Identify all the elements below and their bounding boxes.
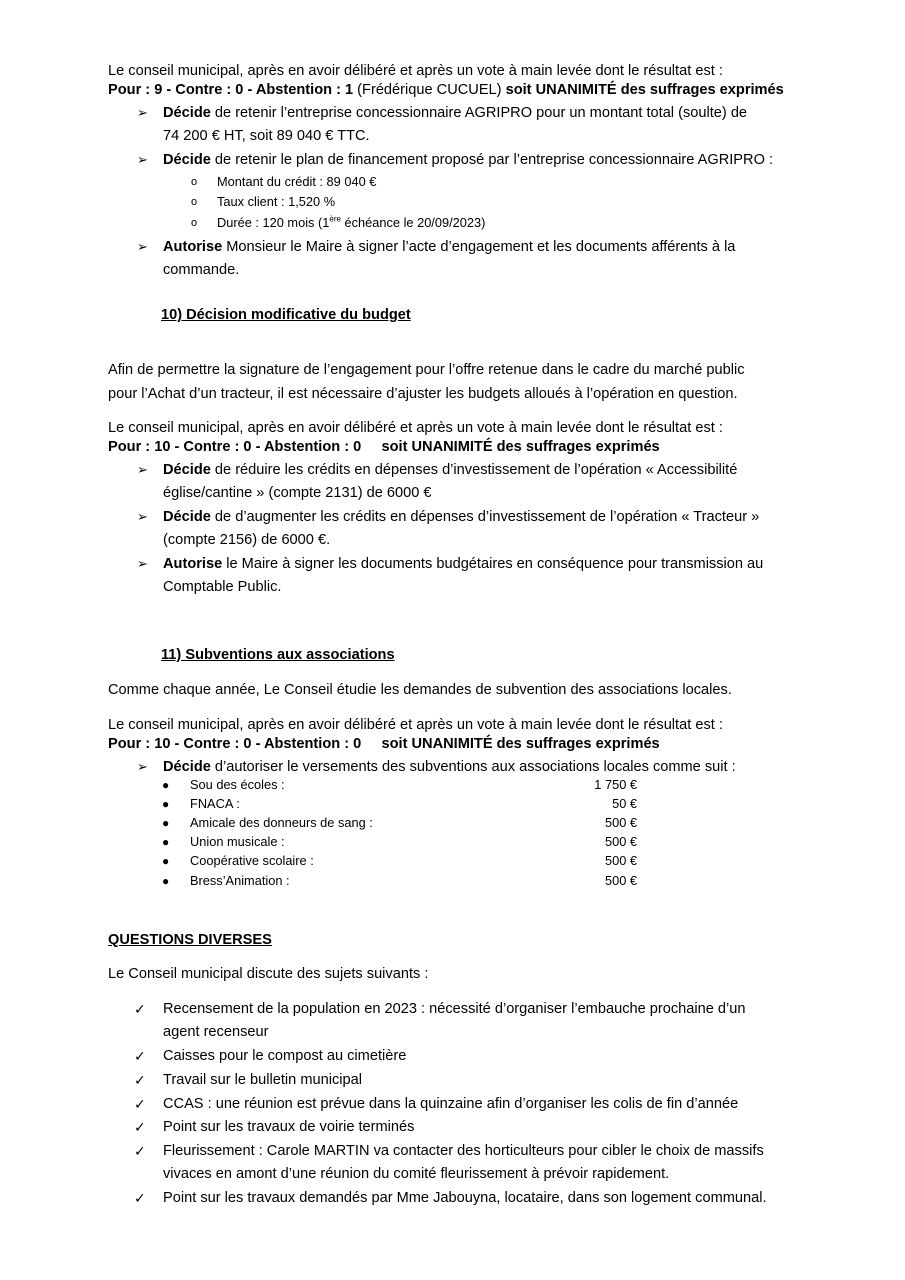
decision-item-cont: église/cantine » (compte 2131) de 6000 € xyxy=(163,485,432,501)
circle-bullet-icon: o xyxy=(191,217,198,229)
decision-item: Décide de retenir l’entreprise concessionnaire AGRIPRO pour un montant total (soulte) de xyxy=(163,105,748,121)
arrow-bullet-icon: ➢ xyxy=(137,105,148,120)
grant-name: Sou des écoles : xyxy=(190,777,285,792)
bullet-dot-icon: ● xyxy=(162,835,170,849)
discussion-item: Recensement de la population en 2023 : nécessité d’organiser l’embauche prochaine d’un xyxy=(163,1001,746,1017)
grant-amount: 1 750 € xyxy=(594,777,637,792)
financing-item: Durée : 120 mois (1ère échéance le 20/09/2023) xyxy=(217,214,486,230)
grant-amount: 500 € xyxy=(604,834,637,849)
discussion-item-cont: vivaces en amont d’une réunion du comité fleurissement à prévoir rapidement. xyxy=(163,1166,670,1182)
discussion-item-cont: agent recenseur xyxy=(163,1024,269,1040)
grant-name: Union musicale : xyxy=(190,834,285,849)
discussion-item: Caisses pour le compost au cimetière xyxy=(163,1048,407,1064)
grant-amount: 500 € xyxy=(604,853,637,868)
authorization-item-cont: Comptable Public. xyxy=(163,579,282,595)
financing-item: Taux client : 1,520 % xyxy=(217,194,336,209)
arrow-bullet-icon: ➢ xyxy=(137,556,148,571)
bullet-dot-icon: ● xyxy=(162,854,170,868)
authorization-item: Autorise le Maire à signer les documents budgétaires en conséquence pour transmission au xyxy=(163,556,764,572)
authorization-item: Autorise Monsieur le Maire à signer l’acte d’engagement et les documents afférents à la xyxy=(163,239,736,255)
bullet-dot-icon: ● xyxy=(162,816,170,830)
checkmark-icon: ✓ xyxy=(134,1048,146,1064)
vote-intro: Le conseil municipal, après en avoir délibéré et après un vote à main levée dont le résultat est : xyxy=(108,717,723,733)
section-heading: QUESTIONS DIVERSES xyxy=(108,932,272,948)
discussion-item: CCAS : une réunion est prévue dans la quinzaine afin d’organiser les colis de fin d’année xyxy=(163,1096,739,1112)
grant-amount: 500 € xyxy=(604,815,637,830)
vote-result: Pour : 10 - Contre : 0 - Abstention : 0 soit UNANIMITÉ des suffrages exprimés xyxy=(108,736,660,752)
grant-name: Coopérative scolaire : xyxy=(190,853,314,868)
arrow-bullet-icon: ➢ xyxy=(137,152,148,167)
arrow-bullet-icon: ➢ xyxy=(137,239,148,254)
checkmark-icon: ✓ xyxy=(134,1143,146,1159)
discussion-item: Fleurissement : Carole MARTIN va contacter des horticulteurs pour cibler le choix de massifs xyxy=(163,1143,764,1159)
paragraph-line: Comme chaque année, Le Conseil étudie les demandes de subvention des associations locales. xyxy=(108,682,732,698)
grant-name: FNACA : xyxy=(190,796,240,811)
decision-item: Décide de d’augmenter les crédits en dépenses d’investissement de l’opération « Tracteur » xyxy=(163,509,760,525)
checkmark-icon: ✓ xyxy=(134,1072,146,1088)
paragraph-line: Afin de permettre la signature de l’engagement pour l’offre retenue dans le cadre du marché public xyxy=(108,362,745,378)
decision-item: Décide d’autoriser le versements des subventions aux associations locales comme suit : xyxy=(163,759,736,775)
circle-bullet-icon: o xyxy=(191,196,198,208)
bullet-dot-icon: ● xyxy=(162,797,170,811)
arrow-bullet-icon: ➢ xyxy=(137,509,148,524)
arrow-bullet-icon: ➢ xyxy=(137,759,148,774)
financing-item: Montant du crédit : 89 040 € xyxy=(217,174,377,189)
vote-intro: Le conseil municipal, après en avoir délibéré et après un vote à main levée dont le résultat est : xyxy=(108,63,723,79)
grant-amount: 500 € xyxy=(604,873,637,888)
authorization-item-cont: commande. xyxy=(163,262,240,278)
vote-intro: Le conseil municipal, après en avoir délibéré et après un vote à main levée dont le résultat est : xyxy=(108,420,723,436)
decision-item-cont: (compte 2156) de 6000 €. xyxy=(163,532,331,548)
section-heading: 11) Subventions aux associations xyxy=(161,647,395,663)
discussion-item: Travail sur le bulletin municipal xyxy=(163,1072,362,1088)
circle-bullet-icon: o xyxy=(191,176,198,188)
bullet-dot-icon: ● xyxy=(162,874,170,888)
discussion-item: Point sur les travaux demandés par Mme Jabouyna, locataire, dans son logement communal. xyxy=(163,1190,767,1206)
paragraph-line: Le Conseil municipal discute des sujets suivants : xyxy=(108,966,429,982)
paragraph-line: pour l’Achat d’un tracteur, il est nécessaire d’ajuster les budgets alloués à l’opération en question. xyxy=(108,386,738,402)
grant-name: Bress’Animation : xyxy=(190,873,290,888)
arrow-bullet-icon: ➢ xyxy=(137,462,148,477)
grant-name: Amicale des donneurs de sang : xyxy=(190,815,373,830)
bullet-dot-icon: ● xyxy=(162,778,170,792)
decision-item: Décide de réduire les crédits en dépenses d’investissement de l’opération « Accessibilité xyxy=(163,462,738,478)
checkmark-icon: ✓ xyxy=(134,1096,146,1112)
vote-result: Pour : 10 - Contre : 0 - Abstention : 0 soit UNANIMITÉ des suffrages exprimés xyxy=(108,439,660,455)
grant-amount: 50 € xyxy=(612,796,637,811)
decision-item-cont: 74 200 € HT, soit 89 040 € TTC. xyxy=(163,128,370,144)
discussion-item: Point sur les travaux de voirie terminés xyxy=(163,1119,415,1135)
checkmark-icon: ✓ xyxy=(134,1190,146,1206)
decision-item: Décide de retenir le plan de financement proposé par l’entreprise concessionnaire AGRIPRO : xyxy=(163,152,774,168)
section-heading: 10) Décision modificative du budget xyxy=(161,307,411,323)
vote-result: Pour : 9 - Contre : 0 - Abstention : 1 (Frédérique CUCUEL) soit UNANIMITÉ des suffrages exprimés xyxy=(108,82,784,98)
checkmark-icon: ✓ xyxy=(134,1001,146,1017)
checkmark-icon: ✓ xyxy=(134,1119,146,1135)
